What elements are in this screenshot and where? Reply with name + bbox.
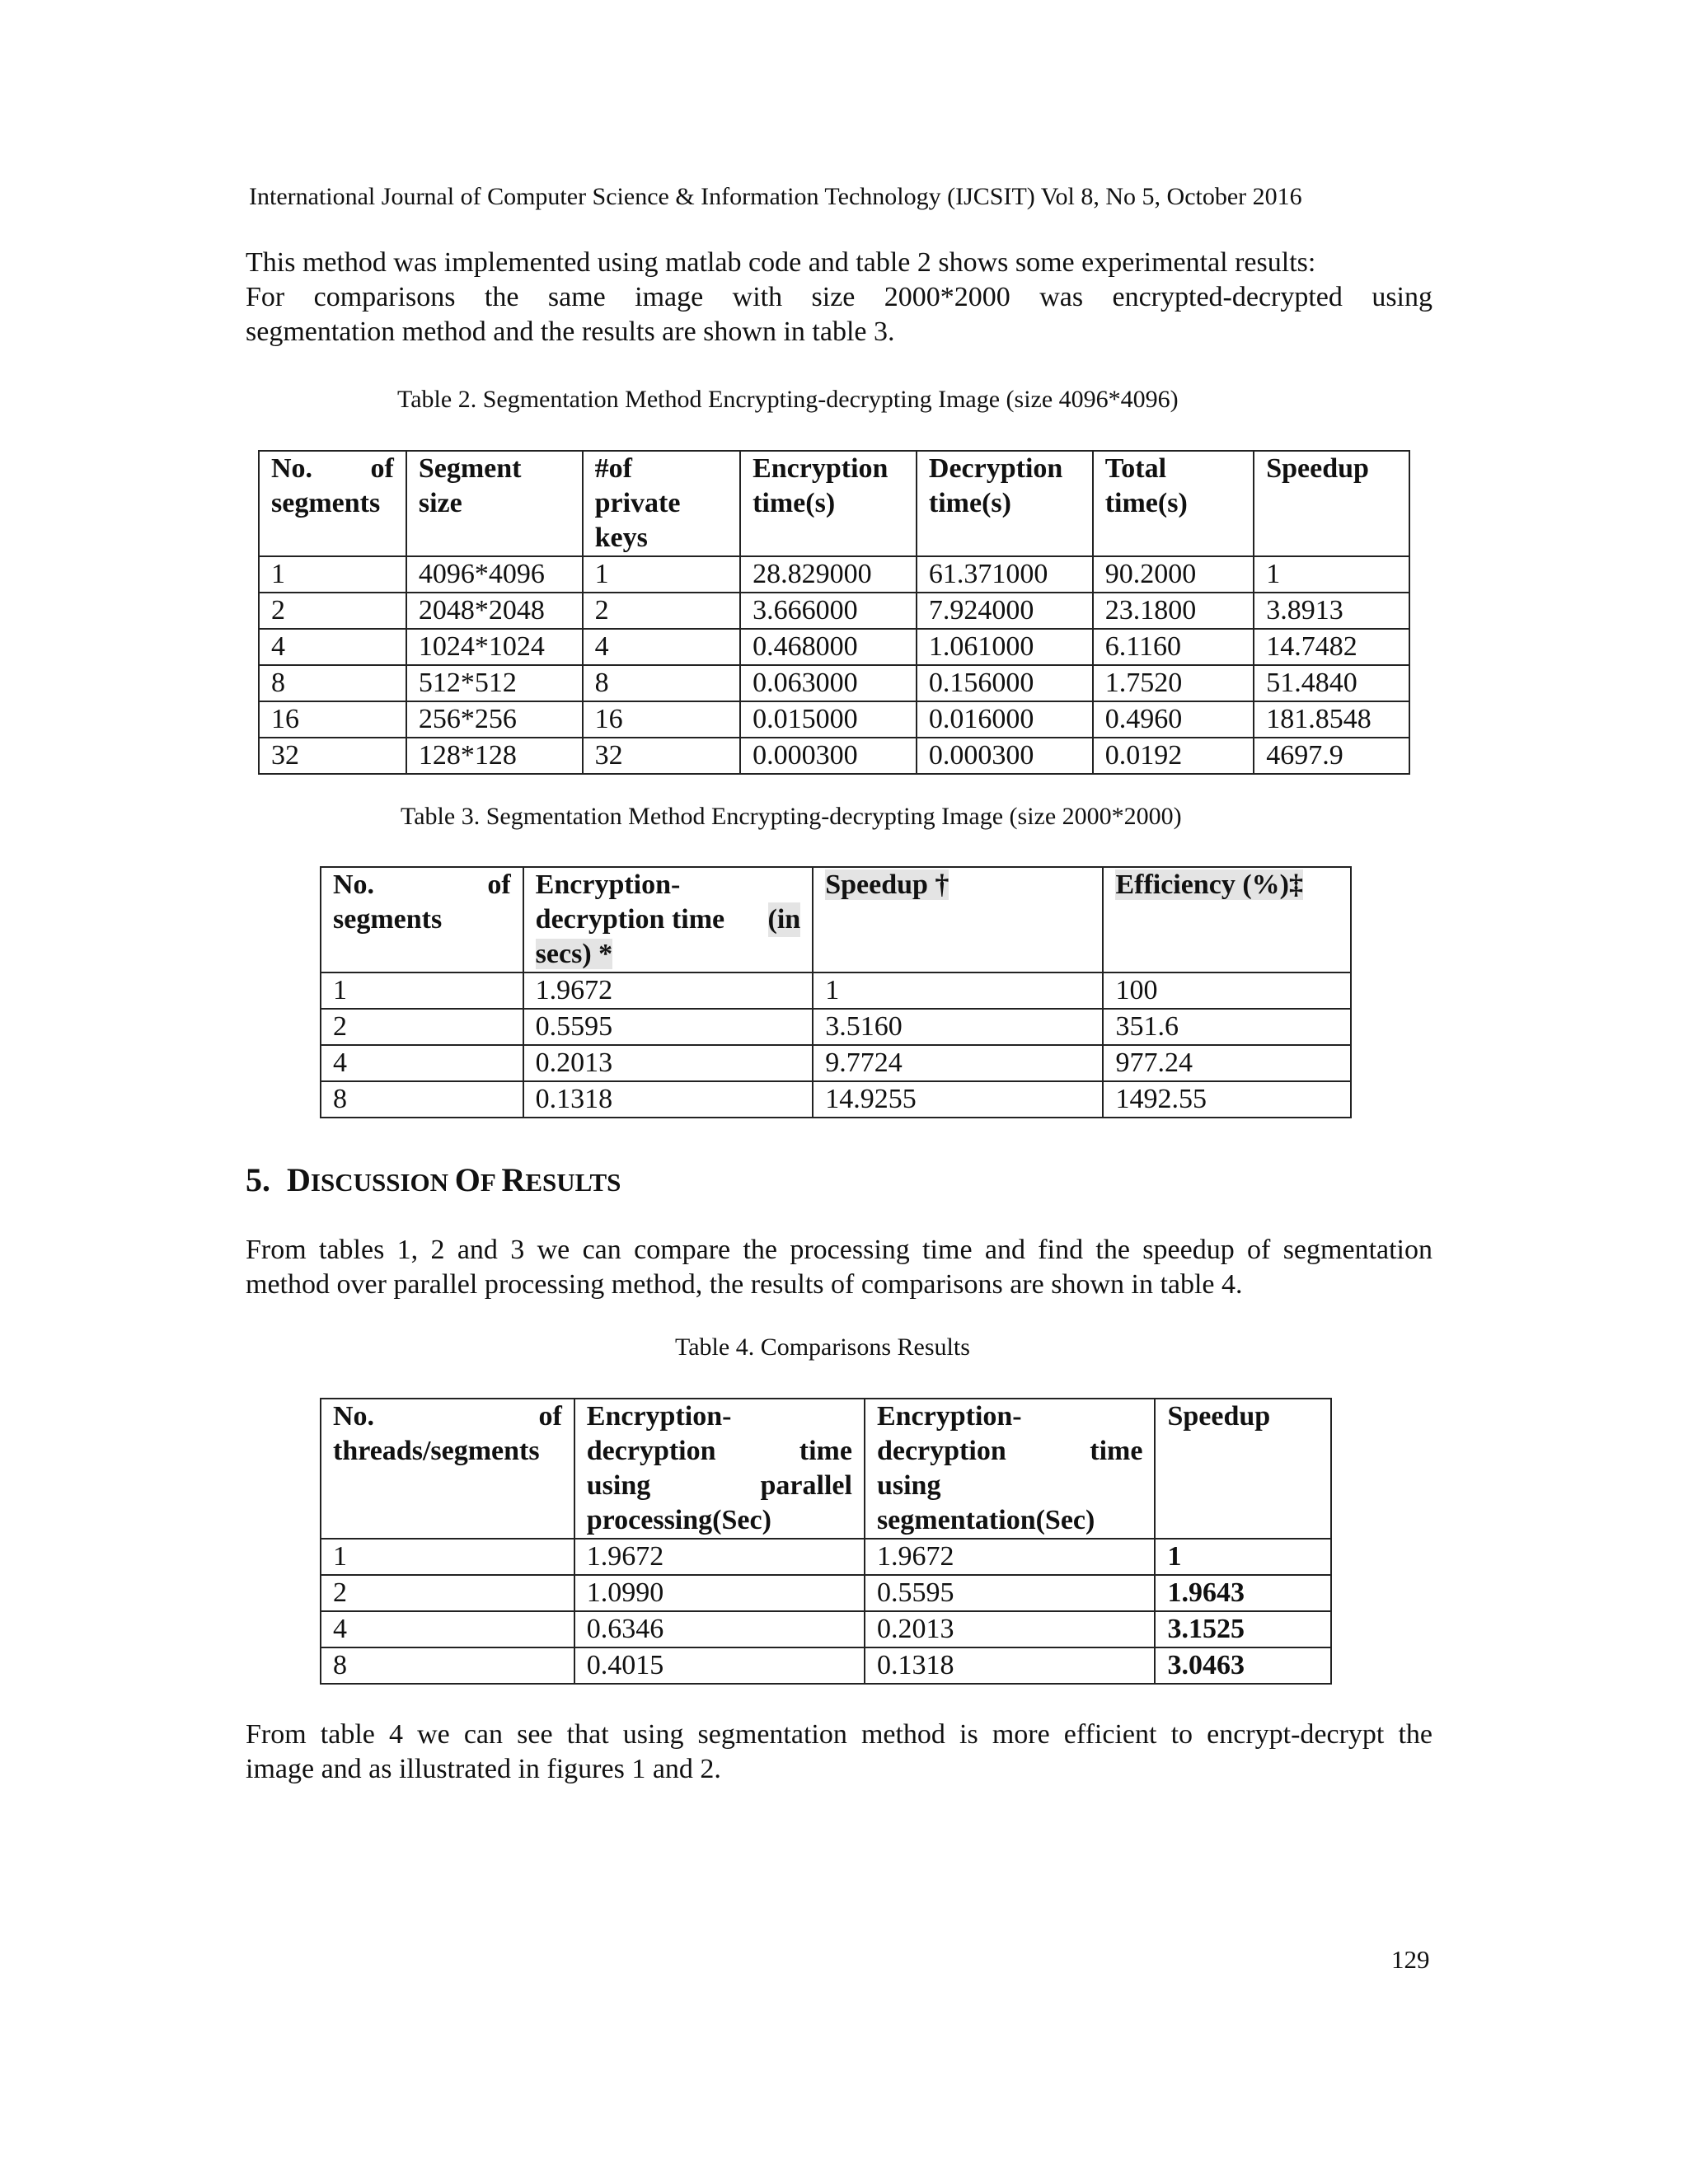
table-cell: 8 xyxy=(321,1081,523,1118)
table-cell: 16 xyxy=(259,701,406,738)
table-cell: 2 xyxy=(321,1575,574,1611)
table-cell: 3.666000 xyxy=(740,593,917,629)
table-cell: 4096*4096 xyxy=(406,556,583,593)
table4-header-segmentation-time: Encryption- decryption time using segmentation(Sec) xyxy=(865,1399,1156,1539)
table-cell: 0.4960 xyxy=(1093,701,1254,738)
table-cell: 8 xyxy=(321,1647,574,1684)
table-cell: 2 xyxy=(321,1009,523,1045)
table3-header-speedup: Speedup † xyxy=(813,867,1103,972)
table3 xyxy=(320,866,1352,1118)
table-cell: 0.016000 xyxy=(917,701,1093,738)
table-row xyxy=(321,972,1351,1009)
table-cell: 4 xyxy=(259,629,406,665)
page-number: 129 xyxy=(1391,1945,1430,1974)
table-cell: 1 xyxy=(321,1539,574,1575)
table-cell: 61.371000 xyxy=(917,556,1093,593)
table3-header-segments: No. of segments xyxy=(321,867,523,972)
table-cell: 4 xyxy=(321,1611,574,1647)
table-cell: 0.000300 xyxy=(917,738,1093,774)
table-cell: 1.9672 xyxy=(574,1539,865,1575)
table-row xyxy=(259,665,1409,701)
table2-header-private-keys: #of private keys xyxy=(583,451,741,556)
table-cell: 1024*1024 xyxy=(406,629,583,665)
intro-line-3: segmentation method and the results are shown in table 3. xyxy=(246,316,895,347)
intro-line-2: For comparisons the same image with size 2000*2000 was encrypted-decrypted using xyxy=(246,282,1432,312)
table-cell: 2 xyxy=(583,593,741,629)
table2-header-decryption: Decryption time(s) xyxy=(917,451,1093,556)
table-cell: 90.2000 xyxy=(1093,556,1254,593)
table4 xyxy=(320,1398,1332,1685)
table-row xyxy=(321,1081,1351,1118)
table-cell: 3.1525 xyxy=(1155,1611,1331,1647)
conclusion-paragraph xyxy=(246,1718,1432,1787)
table-cell: 1492.55 xyxy=(1103,1081,1351,1118)
table-cell: 977.24 xyxy=(1103,1045,1351,1081)
table-row xyxy=(321,1647,1331,1684)
table4-header-threads: No. of threads/segments xyxy=(321,1399,574,1539)
table2-header-total: Total time(s) xyxy=(1093,451,1254,556)
table-cell: 0.1318 xyxy=(523,1081,814,1118)
table-cell: 8 xyxy=(583,665,741,701)
table-cell: 1 xyxy=(1155,1539,1331,1575)
table-cell: 16 xyxy=(583,701,741,738)
table-cell: 0.1318 xyxy=(865,1647,1156,1684)
table-cell: 14.7482 xyxy=(1254,629,1409,665)
table-cell: 1.9672 xyxy=(523,972,814,1009)
table-cell: 0.6346 xyxy=(574,1611,865,1647)
table-row xyxy=(259,593,1409,629)
table-cell: 0.063000 xyxy=(740,665,917,701)
table3-header-row xyxy=(321,867,1351,972)
table-cell: 181.8548 xyxy=(1254,701,1409,738)
table-cell: 2 xyxy=(259,593,406,629)
journal-header: International Journal of Computer Science & Information Technology (IJCSIT) Vol 8, No 5, October 2016 xyxy=(249,183,1302,210)
table-cell: 512*512 xyxy=(406,665,583,701)
table-cell: 100 xyxy=(1103,972,1351,1009)
table4-header-speedup: Speedup xyxy=(1155,1399,1331,1539)
table4-caption: Table 4. Comparisons Results xyxy=(675,1333,970,1361)
table-cell: 0.2013 xyxy=(523,1045,814,1081)
table-cell: 3.0463 xyxy=(1155,1647,1331,1684)
table-cell: 0.5595 xyxy=(523,1009,814,1045)
table-cell: 1.0990 xyxy=(574,1575,865,1611)
table-cell: 1 xyxy=(1254,556,1409,593)
table-cell: 6.1160 xyxy=(1093,629,1254,665)
table-cell: 32 xyxy=(259,738,406,774)
table-cell: 0.2013 xyxy=(865,1611,1156,1647)
table4-header-parallel-time: Encryption- decryption time using parallel processing(Sec) xyxy=(574,1399,865,1539)
table-row xyxy=(259,701,1409,738)
table-cell: 0.156000 xyxy=(917,665,1093,701)
table-cell: 32 xyxy=(583,738,741,774)
table-cell: 9.7724 xyxy=(813,1045,1103,1081)
table-cell: 51.4840 xyxy=(1254,665,1409,701)
table-cell: 3.8913 xyxy=(1254,593,1409,629)
table-cell: 0.000300 xyxy=(740,738,917,774)
table-cell: 1.9643 xyxy=(1155,1575,1331,1611)
table-row xyxy=(259,556,1409,593)
discussion-paragraph xyxy=(246,1233,1432,1302)
table2-header-segments: No. of segments xyxy=(259,451,406,556)
table4-header-row xyxy=(321,1399,1331,1539)
table-row xyxy=(259,629,1409,665)
table-row xyxy=(321,1045,1351,1081)
intro-line-1: This method was implemented using matlab code and table 2 shows some experimental results: xyxy=(246,247,1316,278)
conclusion-line-1: From table 4 we can see that using segmentation method is more efficient to encrypt-decrypt the xyxy=(246,1719,1432,1750)
table-cell: 23.1800 xyxy=(1093,593,1254,629)
discussion-line-2: method over parallel processing method, the results of comparisons are shown in table 4. xyxy=(246,1269,1243,1300)
table-cell: 8 xyxy=(259,665,406,701)
table-cell: 128*128 xyxy=(406,738,583,774)
table3-header-efficiency: Efficiency (%)‡ xyxy=(1103,867,1351,972)
table-row xyxy=(259,738,1409,774)
conclusion-line-2: image and as illustrated in figures 1 and 2. xyxy=(246,1754,721,1784)
table-cell: 2048*2048 xyxy=(406,593,583,629)
table-cell: 1 xyxy=(259,556,406,593)
table-row xyxy=(321,1009,1351,1045)
table-cell: 0.4015 xyxy=(574,1647,865,1684)
table3-caption: Table 3. Segmentation Method Encrypting-decrypting Image (size 2000*2000) xyxy=(401,803,1182,830)
table-cell: 0.5595 xyxy=(865,1575,1156,1611)
table-cell: 14.9255 xyxy=(813,1081,1103,1118)
table-cell: 3.5160 xyxy=(813,1009,1103,1045)
section-heading: 5. DISCUSSION OF RESULTS xyxy=(246,1161,621,1198)
table2-header-encryption: Encryption time(s) xyxy=(740,451,917,556)
table-cell: 4697.9 xyxy=(1254,738,1409,774)
table3-header-time: Encryption- decryption time (in secs) * xyxy=(523,867,814,972)
table2 xyxy=(258,450,1410,775)
discussion-line-1: From tables 1, 2 and 3 we can compare the processing time and find the speedup of segmentation xyxy=(246,1235,1432,1265)
table-cell: 0.0192 xyxy=(1093,738,1254,774)
table-cell: 1 xyxy=(321,972,523,1009)
table-cell: 1.061000 xyxy=(917,629,1093,665)
table-cell: 4 xyxy=(583,629,741,665)
table2-header-segment-size: Segment size xyxy=(406,451,583,556)
table-row xyxy=(321,1575,1331,1611)
table-cell: 28.829000 xyxy=(740,556,917,593)
table-cell: 1.7520 xyxy=(1093,665,1254,701)
table-cell: 1 xyxy=(813,972,1103,1009)
table-row xyxy=(321,1539,1331,1575)
table-row xyxy=(321,1611,1331,1647)
table-cell: 0.468000 xyxy=(740,629,917,665)
table-cell: 1.9672 xyxy=(865,1539,1156,1575)
table-cell: 7.924000 xyxy=(917,593,1093,629)
table-cell: 1 xyxy=(583,556,741,593)
table-cell: 351.6 xyxy=(1103,1009,1351,1045)
table2-caption: Table 2. Segmentation Method Encrypting-decrypting Image (size 4096*4096) xyxy=(397,386,1179,413)
table2-header-speedup: Speedup xyxy=(1254,451,1409,556)
table-cell: 256*256 xyxy=(406,701,583,738)
table-cell: 4 xyxy=(321,1045,523,1081)
table-cell: 0.015000 xyxy=(740,701,917,738)
intro-paragraph xyxy=(246,246,1432,349)
table2-header-row xyxy=(259,451,1409,556)
